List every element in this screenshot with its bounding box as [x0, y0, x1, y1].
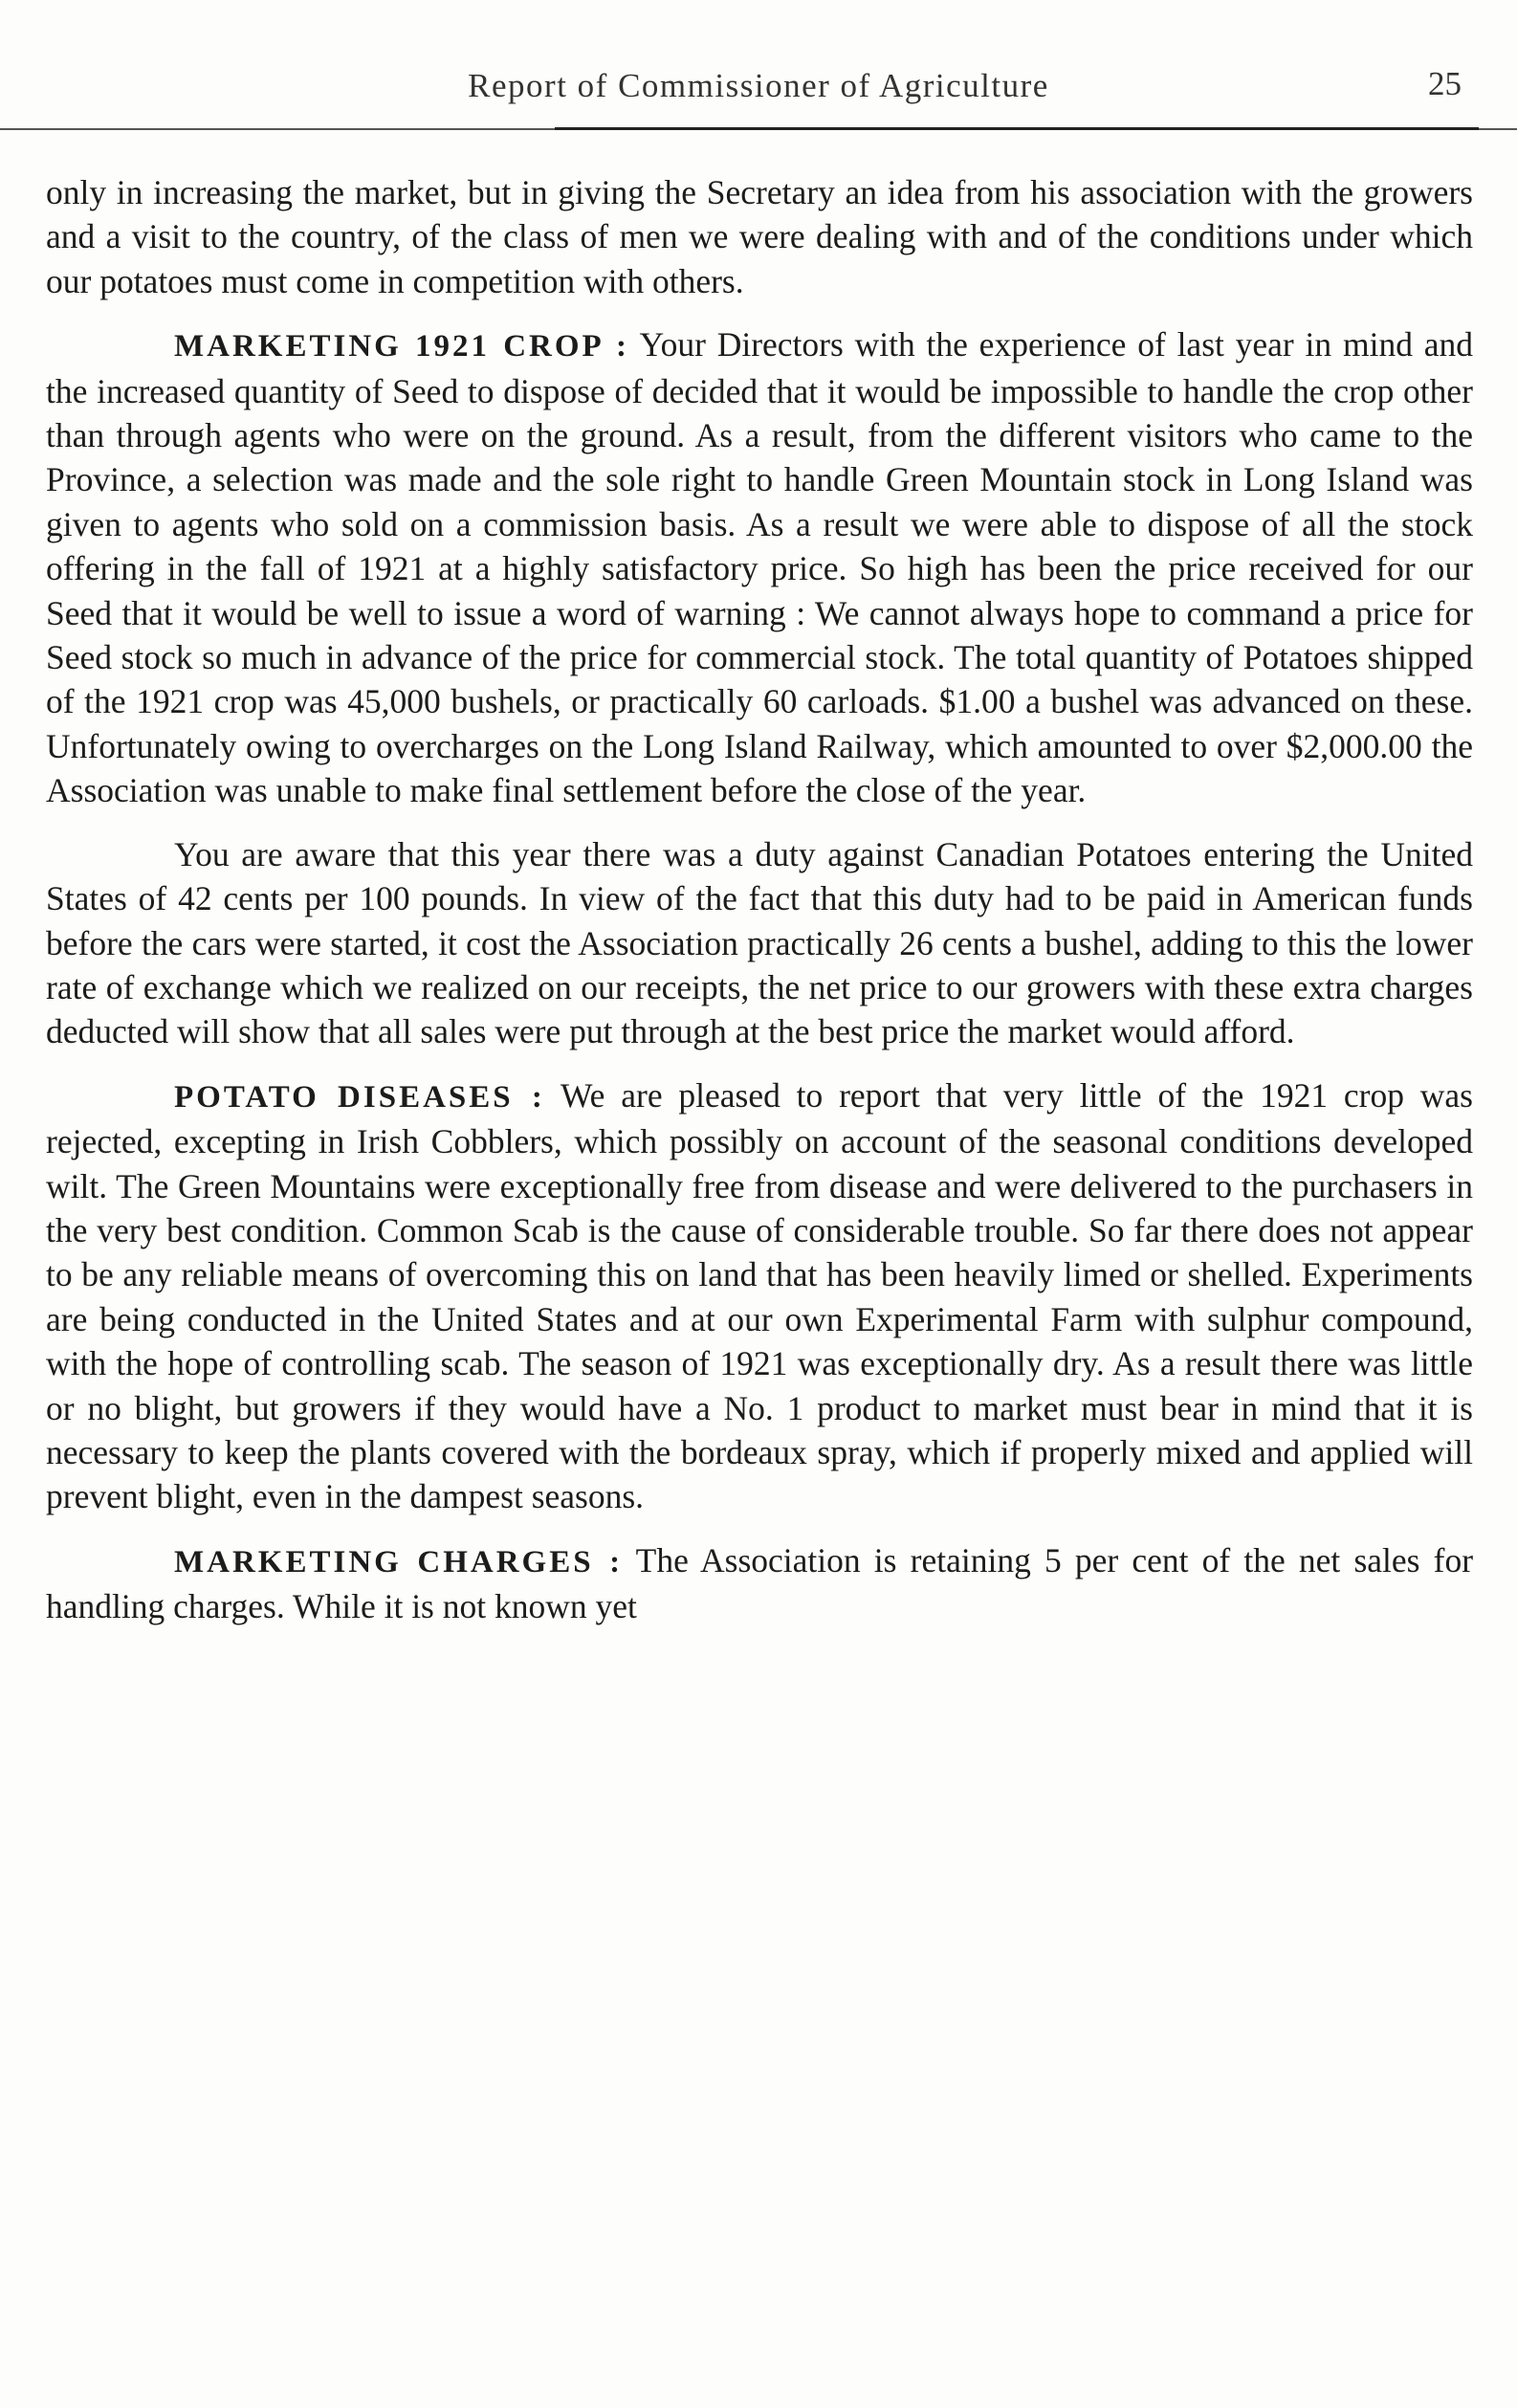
paragraph-duty: [46, 832, 1473, 1054]
running-head: [46, 59, 1471, 117]
paragraph-text: We are pleased to report that very little of the 1921 crop was rejected, excepting in Irish Cobblers, which possibly on account of the seasonal conditions developed wilt. The Green Mountains were exceptionally free from disease and were delivered to the purchasers in the very best condition. Common Scab is the cause of considerable trouble. So far there does not appear to be any reliable means of overcoming this on land that has been heavily limed or shelled. Experiments are being conducted in the United States and at our own Experimental Farm with sulphur compound, with the hope of controlling scab. The season of 1921 was exceptionally dry. As a result there was little or no blight, but growers if they would have a No. 1 product to market must bear in mind that it is necessary to keep the plants covered with the bordeaux spray, which if properly mixed and applied will prevent blight, even in the dampest seasons.: [46, 1075, 1473, 1516]
paragraph-marketing-charges: [46, 1538, 1473, 1629]
section-heading-marketing-charges: MARKETING CHARGES :: [174, 1544, 624, 1580]
paragraph-marketing-1921-crop: [46, 322, 1473, 812]
body-text: [46, 170, 1473, 1629]
section-heading-marketing-1921-crop: MARKETING 1921 CROP :: [174, 329, 630, 365]
paragraph-text: Your Directors with the experience of last year in mind and the increased quantity of Seed to dispose of decided that it would be impossible to handle the crop other than through agents who were on the ground. As a result, from the different visitors who came to the Province, a selection was made and the sole right to handle Green Mountain stock in Long Island was given to agents who sold on a commission basis. As a result we were able to dispose of all the stock offering in the fall of 1921 at a highly satisfactory price. So high has been the price received for our Seed that it would be well to issue a word of warning : We cannot always hope to command a price for Seed stock so much in advance of the price for commercial stock. The total quantity of Potatoes shipped of the 1921 crop was 45,000 bushels, or practically 60 carloads. $1.00 a bushel was advanced on these. Unfortunately owing to overcharges on the Long Island Railway, which amounted to over $2,000.00 the Association was unable to make final settlement before the close of the year.: [46, 325, 1473, 810]
running-title: Report of Commissioner of Agriculture: [468, 67, 1049, 104]
page-number: 25: [1428, 65, 1462, 102]
paragraph-intro-continuation: [46, 170, 1473, 303]
section-heading-potato-diseases: POTATO DISEASES :: [174, 1079, 545, 1115]
paragraph-text: You are aware that this year there was a duty against Canadian Potatoes entering the United States of 42 cents per 100 pounds. In view of the fact that this duty had to be paid in American funds before the cars were started, it cost the Association practically 26 cents a bushel, adding to this the lower rate of exchange which we realized on our receipts, the net price to our growers with these extra charges deducted will show that all sales were put through at the best price the market would afford.: [46, 834, 1473, 1051]
paragraph-text: only in increasing the market, but in giving the Secretary an idea from his association with the growers and a visit to the country, of the class of men we were dealing with and of the conditions under which our potatoes must come in competition with others.: [46, 173, 1473, 300]
header-rule-accent: [555, 127, 1479, 130]
paragraph-potato-diseases: [46, 1073, 1473, 1519]
paragraph-text: The Association is retaining 5 per cent of the net sales for handling charges. While it is not known yet: [46, 1540, 1474, 1626]
